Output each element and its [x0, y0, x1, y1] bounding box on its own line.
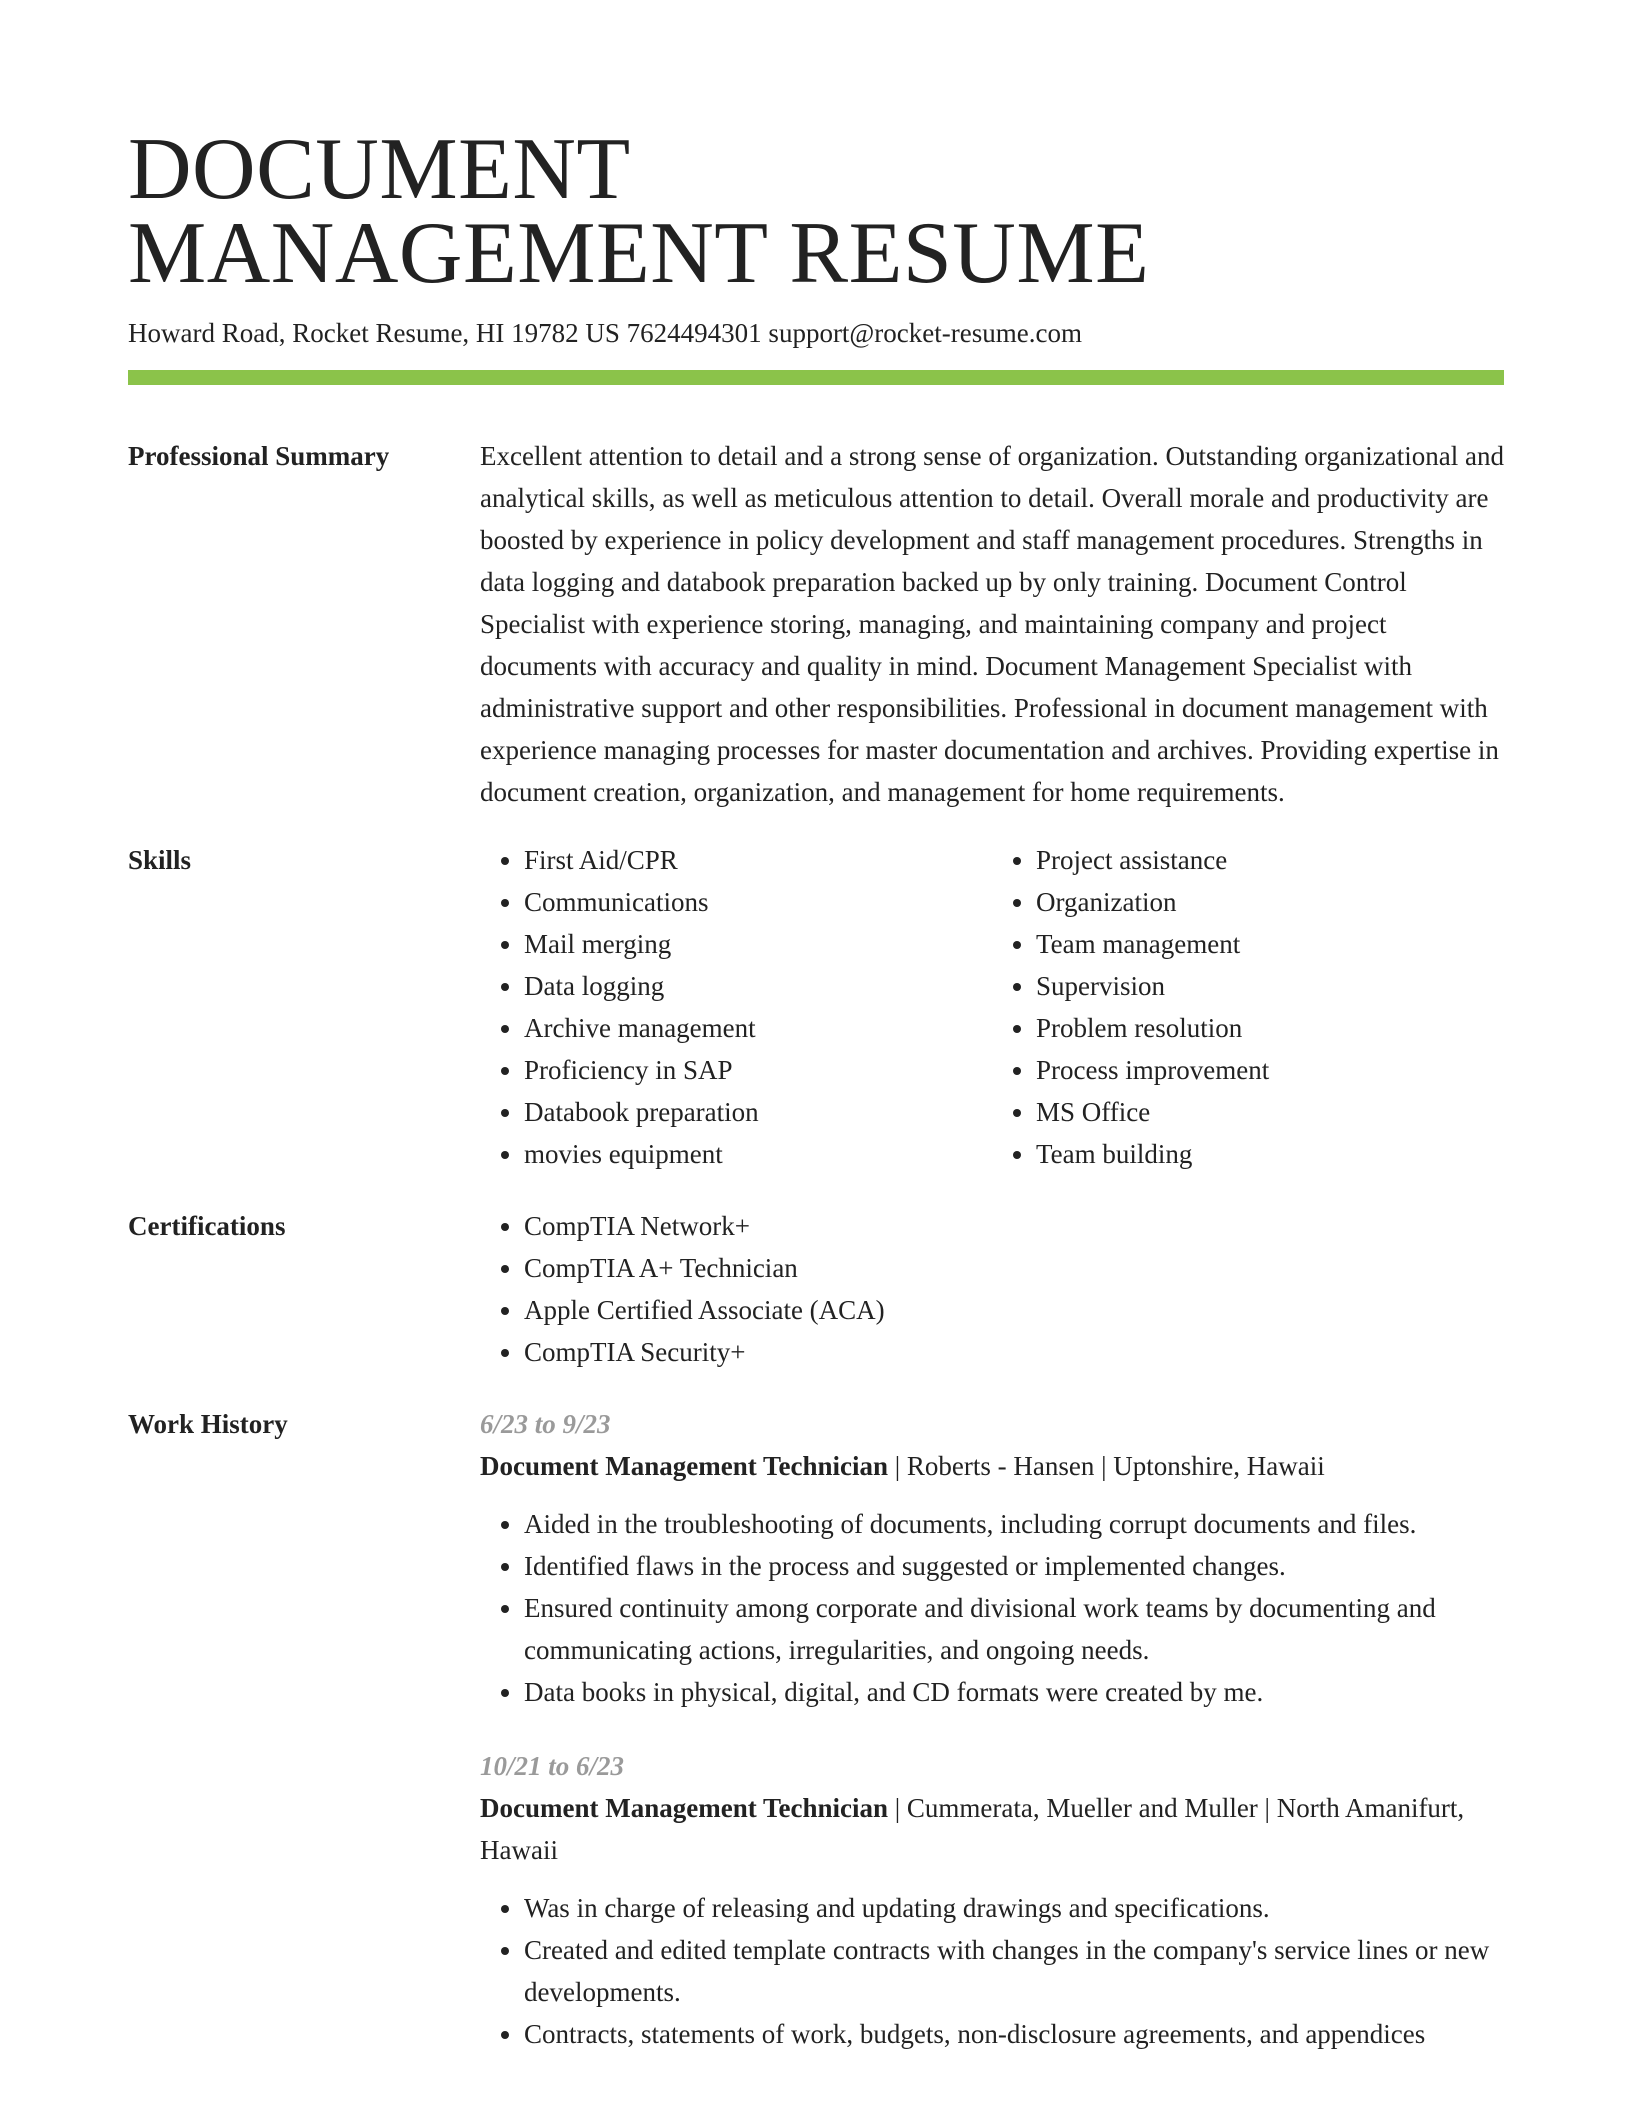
skills-heading: Skills — [128, 845, 192, 875]
job-title-line — [480, 1445, 1504, 1487]
summary-body — [480, 435, 1504, 813]
skill-item: • First Aid/CPR — [524, 839, 992, 881]
skills-section — [128, 839, 1504, 1175]
certifications-section — [128, 1205, 1504, 1373]
certification-item: • CompTIA A+ Technician — [524, 1247, 1504, 1289]
skill-item: • Data logging — [524, 965, 992, 1007]
skill-item: • Process improvement — [1036, 1049, 1504, 1091]
job-title-line — [480, 1787, 1504, 1871]
resume-title — [128, 0, 1504, 302]
certifications-body — [480, 1205, 1504, 1373]
job-bullet: • Ensured continuity among corporate and divisional work teams by documenting and communicating actions, irregularities, and ongoing needs. — [524, 1587, 1504, 1671]
job-bullets — [480, 1503, 1504, 1713]
skill-item: • Supervision — [1036, 965, 1504, 1007]
job-details: | Roberts - Hansen | Uptonshire, Hawaii — [888, 1451, 1325, 1481]
certification-item: • Apple Certified Associate (ACA) — [524, 1289, 1504, 1331]
skills-list-right — [992, 839, 1504, 1175]
skill-item: • Databook preparation — [524, 1091, 992, 1133]
job-bullet: • Aided in the troubleshooting of documents, including corrupt documents and files. — [524, 1503, 1504, 1545]
skill-item: • Mail merging — [524, 923, 992, 965]
job-dates: 10/21 to 6/23 — [480, 1751, 625, 1781]
job-bullet: • Was in charge of releasing and updating drawings and specifications. — [524, 1887, 1504, 1929]
skill-item: • MS Office — [1036, 1091, 1504, 1133]
summary-heading: Professional Summary — [128, 441, 390, 471]
job-role: Document Management Technician — [480, 1793, 888, 1823]
skills-list-left — [480, 839, 992, 1175]
job-details: | Cummerata, Mueller and Muller | North Amanifurt, Hawaii — [480, 1793, 1465, 1865]
skill-item: • Archive management — [524, 1007, 992, 1049]
work-history-heading: Work History — [128, 1409, 288, 1439]
skill-item: • Team management — [1036, 923, 1504, 965]
job-dates: 6/23 to 9/23 — [480, 1409, 611, 1439]
certification-item: • CompTIA Security+ — [524, 1331, 1504, 1373]
skill-item: • Problem resolution — [1036, 1007, 1504, 1049]
title-line-2: MANAGEMENT RESUME — [128, 205, 1150, 302]
job-bullet: • Data books in physical, digital, and CD formats were created by me. — [524, 1671, 1504, 1713]
certifications-heading: Certifications — [128, 1211, 286, 1241]
job-role: Document Management Technician — [480, 1451, 888, 1481]
skill-item: • Proficiency in SAP — [524, 1049, 992, 1091]
job-bullets — [480, 1887, 1504, 2055]
certifications-list — [480, 1205, 1504, 1373]
contact-info: Howard Road, Rocket Resume, HI 19782 US 7624494301 support@rocket-resume.com — [128, 318, 1082, 348]
skill-item: • Organization — [1036, 881, 1504, 923]
resume-page — [128, 0, 1504, 2087]
accent-divider — [128, 370, 1504, 385]
job-bullet: • Identified flaws in the process and suggested or implemented changes. — [524, 1545, 1504, 1587]
skill-item: • movies equipment — [524, 1133, 992, 1175]
job-bullet: • Created and edited template contracts with changes in the company's service lines or new developments. — [524, 1929, 1504, 2013]
summary-section — [128, 435, 1504, 813]
summary-text: Excellent attention to detail and a strong sense of organization. Outstanding organizational and analytical skills, as well as meticulous attention to detail. Overall morale and productivity are boosted by experience in policy development and staff management procedures. Strengths in data logging and databook preparation backed up by only training. Document Control Specialist with experience storing, managing, and maintaining company and project documents with accuracy and quality in mind. Document Management Specialist with administrative support and other responsibilities. Professional in document management with experience managing processes for master documentation and archives. Providing expertise in document creation, organization, and management for home requirements. — [480, 441, 1504, 807]
certification-item: • CompTIA Network+ — [524, 1205, 1504, 1247]
skills-body — [480, 839, 1504, 1175]
title-line-1: DOCUMENT — [128, 121, 631, 218]
skill-item: • Communications — [524, 881, 992, 923]
job-bullet: • Contracts, statements of work, budgets, non-disclosure agreements, and appendices — [524, 2013, 1504, 2055]
work-history-body — [480, 1403, 1504, 2087]
job-entry — [480, 1745, 1504, 2055]
work-history-section — [128, 1403, 1504, 2087]
skill-item: • Team building — [1036, 1133, 1504, 1175]
job-entry — [480, 1403, 1504, 1713]
skill-item: • Project assistance — [1036, 839, 1504, 881]
